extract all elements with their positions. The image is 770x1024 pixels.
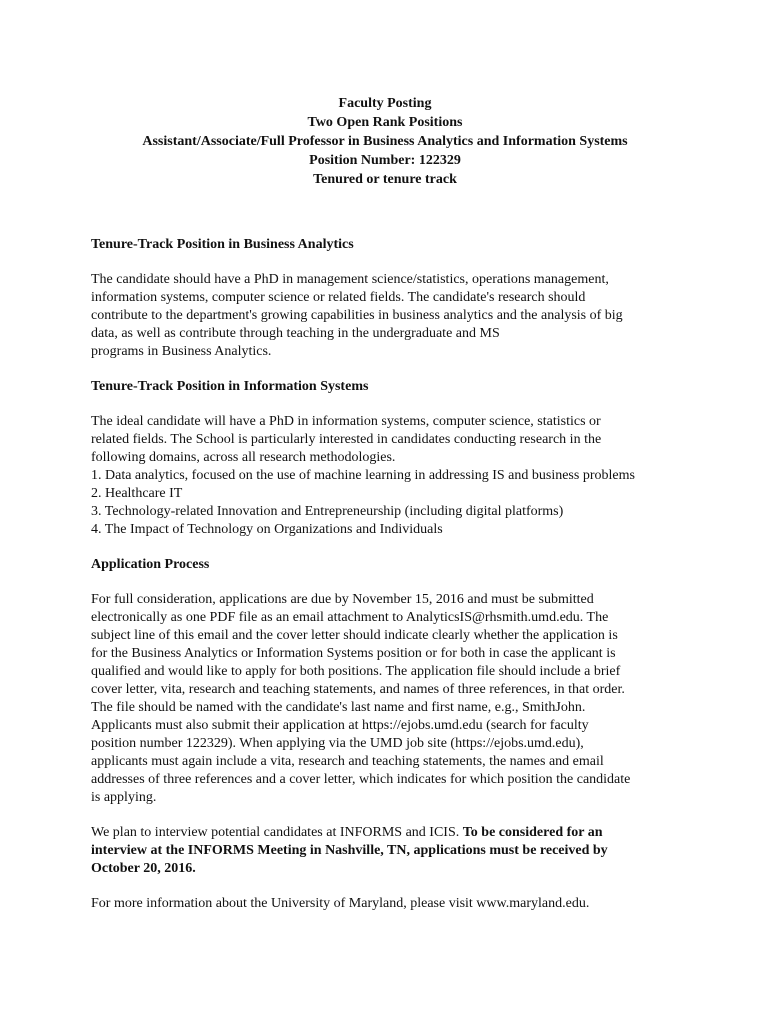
is-list-item: 1. Data analytics, focused on the use of machine learning in addressing IS and business problems bbox=[91, 468, 635, 483]
is-list-item: 2. Healthcare IT bbox=[91, 486, 183, 501]
more-info-text: For more information about the University of Maryland, please visit www.maryland.edu. bbox=[91, 896, 590, 911]
application-line: cover letter, vita, research and teaching statements, and names of three references, in that order. bbox=[91, 682, 625, 697]
application-line: position number 122329). When applying via the UMD job site (https://ejobs.umd.edu), bbox=[91, 736, 584, 751]
application-line: Applicants must also submit their application at https://ejobs.umd.edu (search for faculty bbox=[91, 718, 589, 733]
is-heading: Tenure-Track Position in Information Systems bbox=[91, 379, 369, 394]
application-line: electronically as one PDF file as an email attachment to AnalyticsIS@rhsmith.umd.edu. The bbox=[91, 610, 609, 625]
is-list-item: 3. Technology-related Innovation and Entrepreneurship (including digital platforms) bbox=[91, 504, 564, 519]
tenure-status: Tenured or tenure track bbox=[313, 172, 457, 187]
position-number: Position Number: 122329 bbox=[309, 153, 461, 168]
analytics-paragraph bbox=[91, 271, 691, 361]
position-rank-title: Assistant/Associate/Full Professor in Business Analytics and Information Systems bbox=[142, 134, 628, 149]
is-list-item: 4. The Impact of Technology on Organizations and Individuals bbox=[91, 522, 443, 537]
document-body bbox=[91, 236, 691, 913]
analytics-line: The candidate should have a PhD in management science/statistics, operations management, bbox=[91, 272, 609, 287]
analytics-heading: Tenure-Track Position in Business Analytics bbox=[91, 237, 354, 252]
is-line: related fields. The School is particularly interested in candidates conducting research in the bbox=[91, 432, 602, 447]
interview-text: We plan to interview potential candidates at INFORMS and ICIS. bbox=[91, 825, 463, 840]
application-line: for the Business Analytics or Information Systems position or for both in case the applicant is bbox=[91, 646, 616, 661]
application-line: For full consideration, applications are due by November 15, 2016 and must be submitted bbox=[91, 592, 594, 607]
interview-paragraph bbox=[91, 824, 691, 878]
application-line: subject line of this email and the cover letter should indicate clearly whether the application is bbox=[91, 628, 618, 643]
is-paragraph bbox=[91, 413, 691, 539]
application-paragraph bbox=[91, 591, 691, 807]
interview-deadline-emphasis: interview at the INFORMS Meeting in Nashville, TN, applications must be received by bbox=[91, 843, 608, 858]
interview-deadline-date: October 20, 2016. bbox=[91, 861, 196, 876]
posting-title: Faculty Posting bbox=[338, 96, 432, 111]
analytics-line: programs in Business Analytics. bbox=[91, 344, 272, 359]
application-line: addresses of three references and a cover letter, which indicates for which position the candidate bbox=[91, 772, 631, 787]
is-line: The ideal candidate will have a PhD in information systems, computer science, statistics or bbox=[91, 414, 601, 429]
analytics-line: contribute to the department's growing capabilities in business analytics and the analysis of big bbox=[91, 308, 623, 323]
application-line: is applying. bbox=[91, 790, 157, 805]
analytics-line: information systems, computer science or related fields. The candidate's research should bbox=[91, 290, 586, 305]
posting-header bbox=[0, 94, 770, 189]
positions-count: Two Open Rank Positions bbox=[307, 115, 463, 130]
analytics-line: data, as well as contribute through teaching in the undergraduate and MS bbox=[91, 326, 500, 341]
interview-deadline-emphasis: To be considered for an bbox=[462, 825, 603, 840]
application-line: qualified and would like to apply for both positions. The application file should include a brief bbox=[91, 664, 621, 679]
application-line: applicants must again include a vita, research and teaching statements, the names and email bbox=[91, 754, 604, 769]
application-heading: Application Process bbox=[91, 557, 210, 572]
is-line: following domains, across all research methodologies. bbox=[91, 450, 396, 465]
application-line: The file should be named with the candidate's last name and first name, e.g., SmithJohn. bbox=[91, 700, 586, 715]
